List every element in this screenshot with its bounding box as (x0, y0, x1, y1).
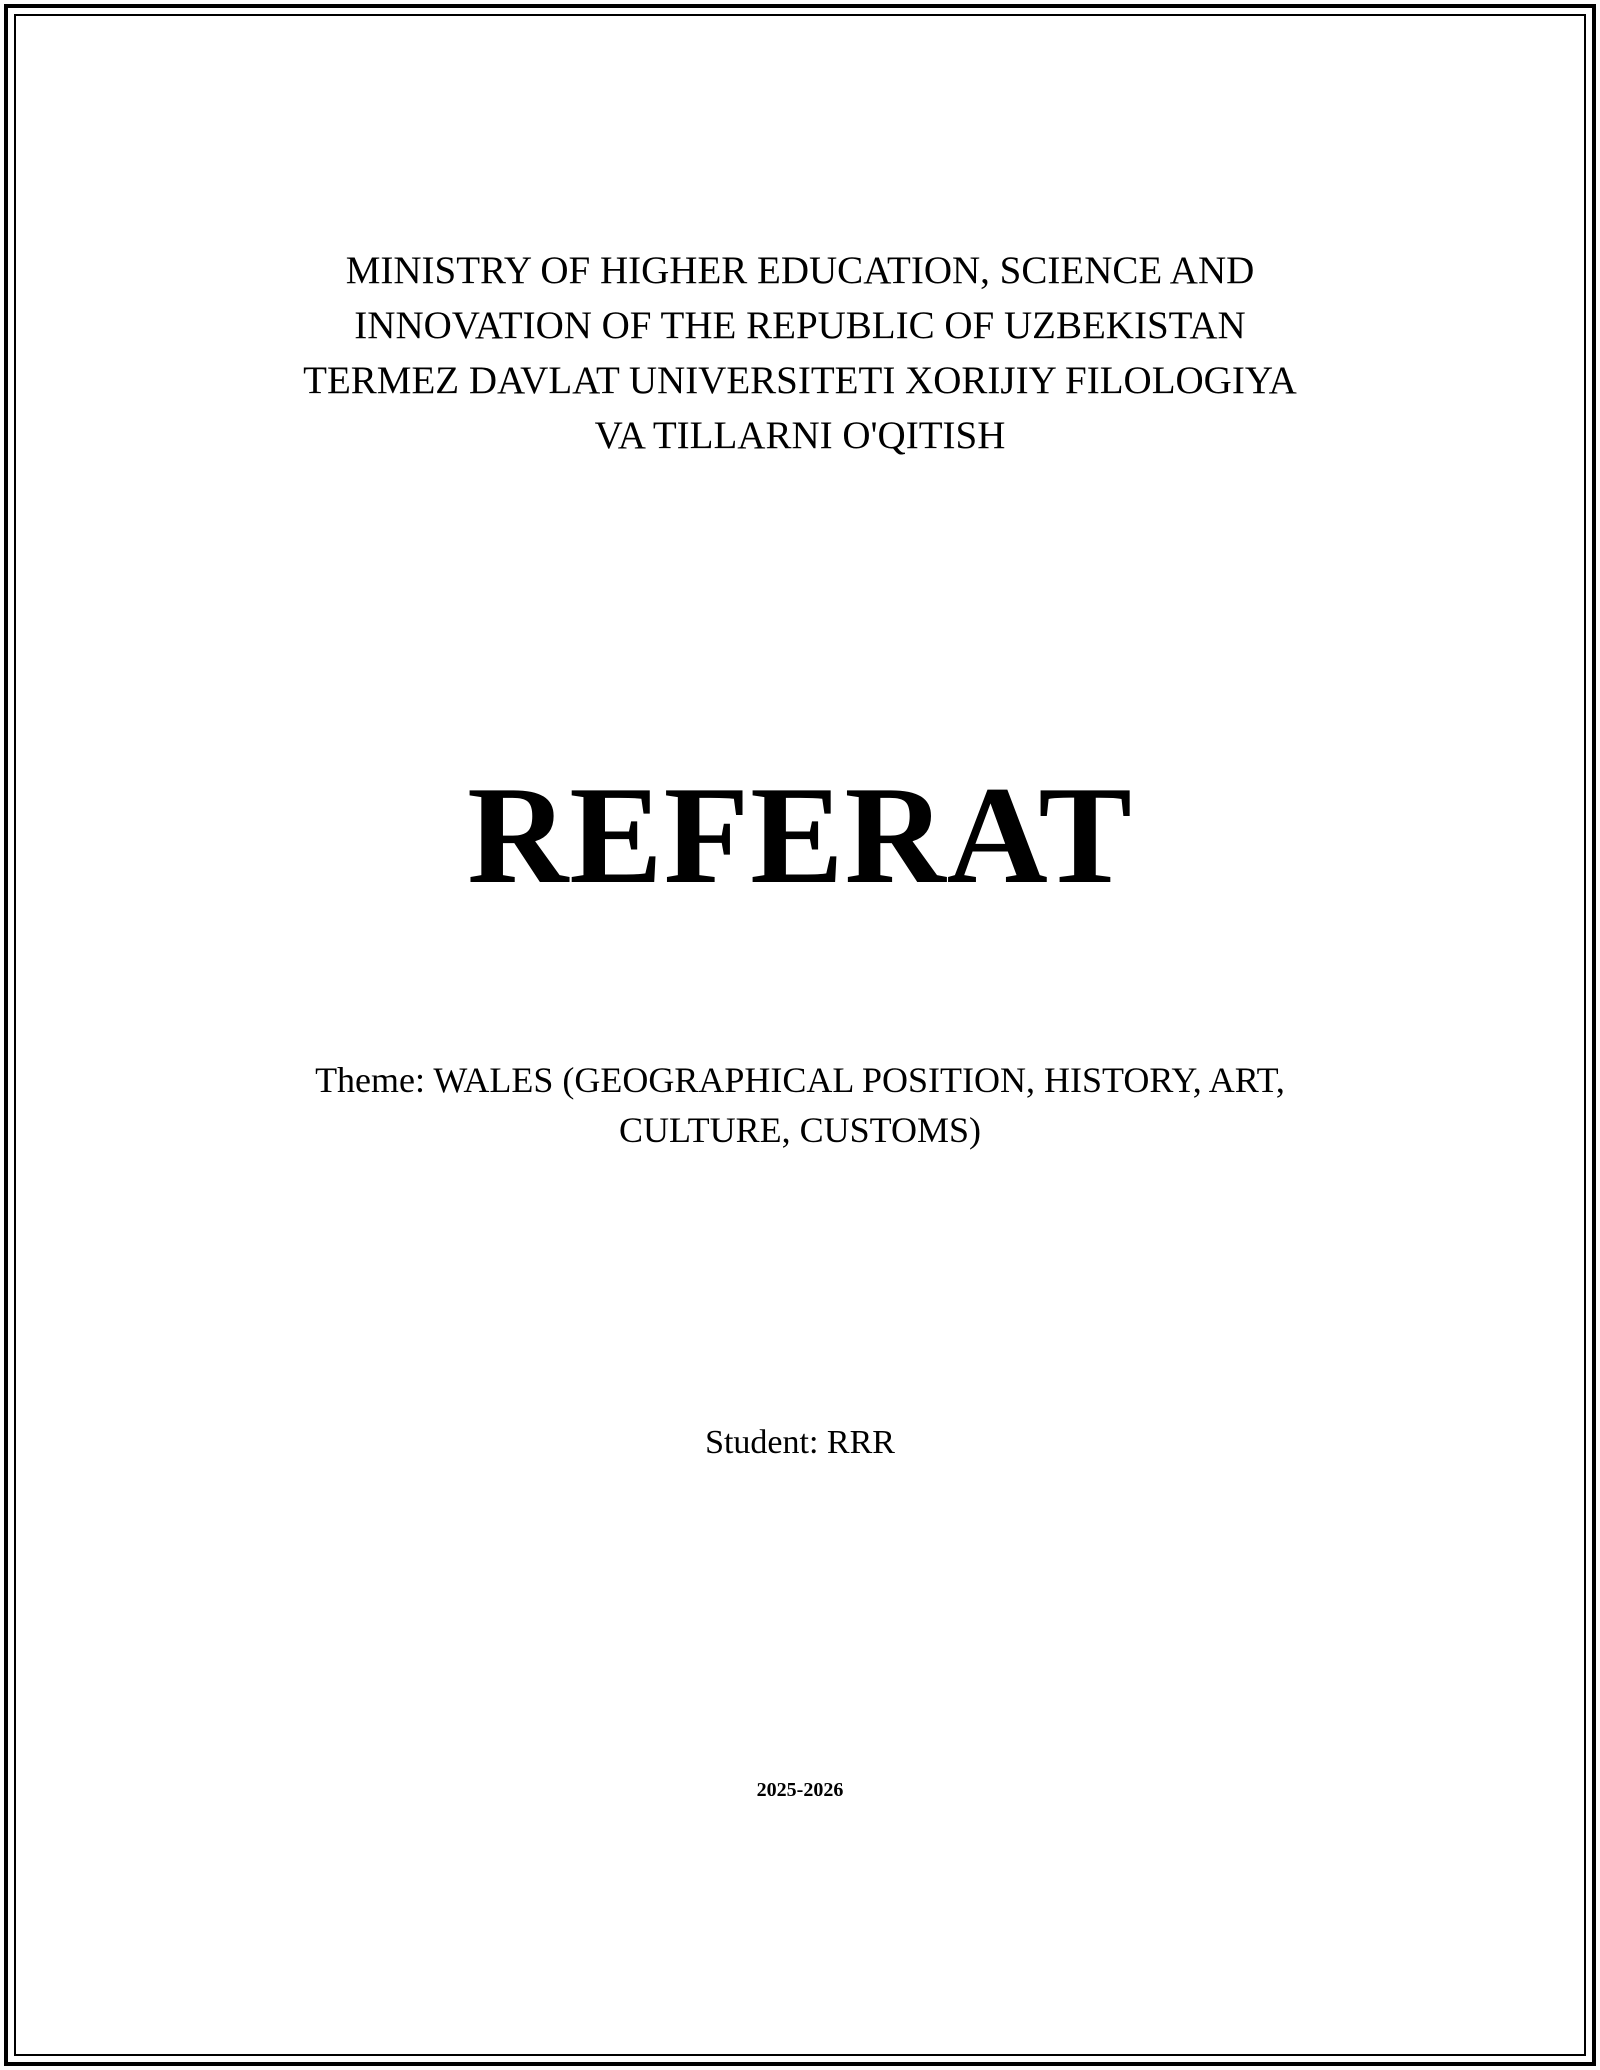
header-line: TERMEZ DAVLAT UNIVERSITETI XORIJIY FILOLOGIYA (303, 359, 1297, 402)
header-line: INNOVATION OF THE REPUBLIC OF UZBEKISTAN (354, 304, 1246, 347)
header-line: VA TILLARNI O'QITISH (594, 414, 1006, 457)
student-name: Student: RRR (705, 1424, 895, 1461)
institution-header (0, 243, 1600, 463)
theme-line: CULTURE, CUSTOMS) (618, 1110, 982, 1150)
theme-line: Theme: WALES (GEOGRAPHICAL POSITION, HISTORY, ART, (315, 1060, 1285, 1100)
header-line: MINISTRY OF HIGHER EDUCATION, SCIENCE AND (345, 249, 1255, 292)
document-title: REFERAT (467, 758, 1133, 913)
theme-block (0, 1055, 1600, 1155)
academic-year: 2025-2026 (756, 1779, 844, 1801)
